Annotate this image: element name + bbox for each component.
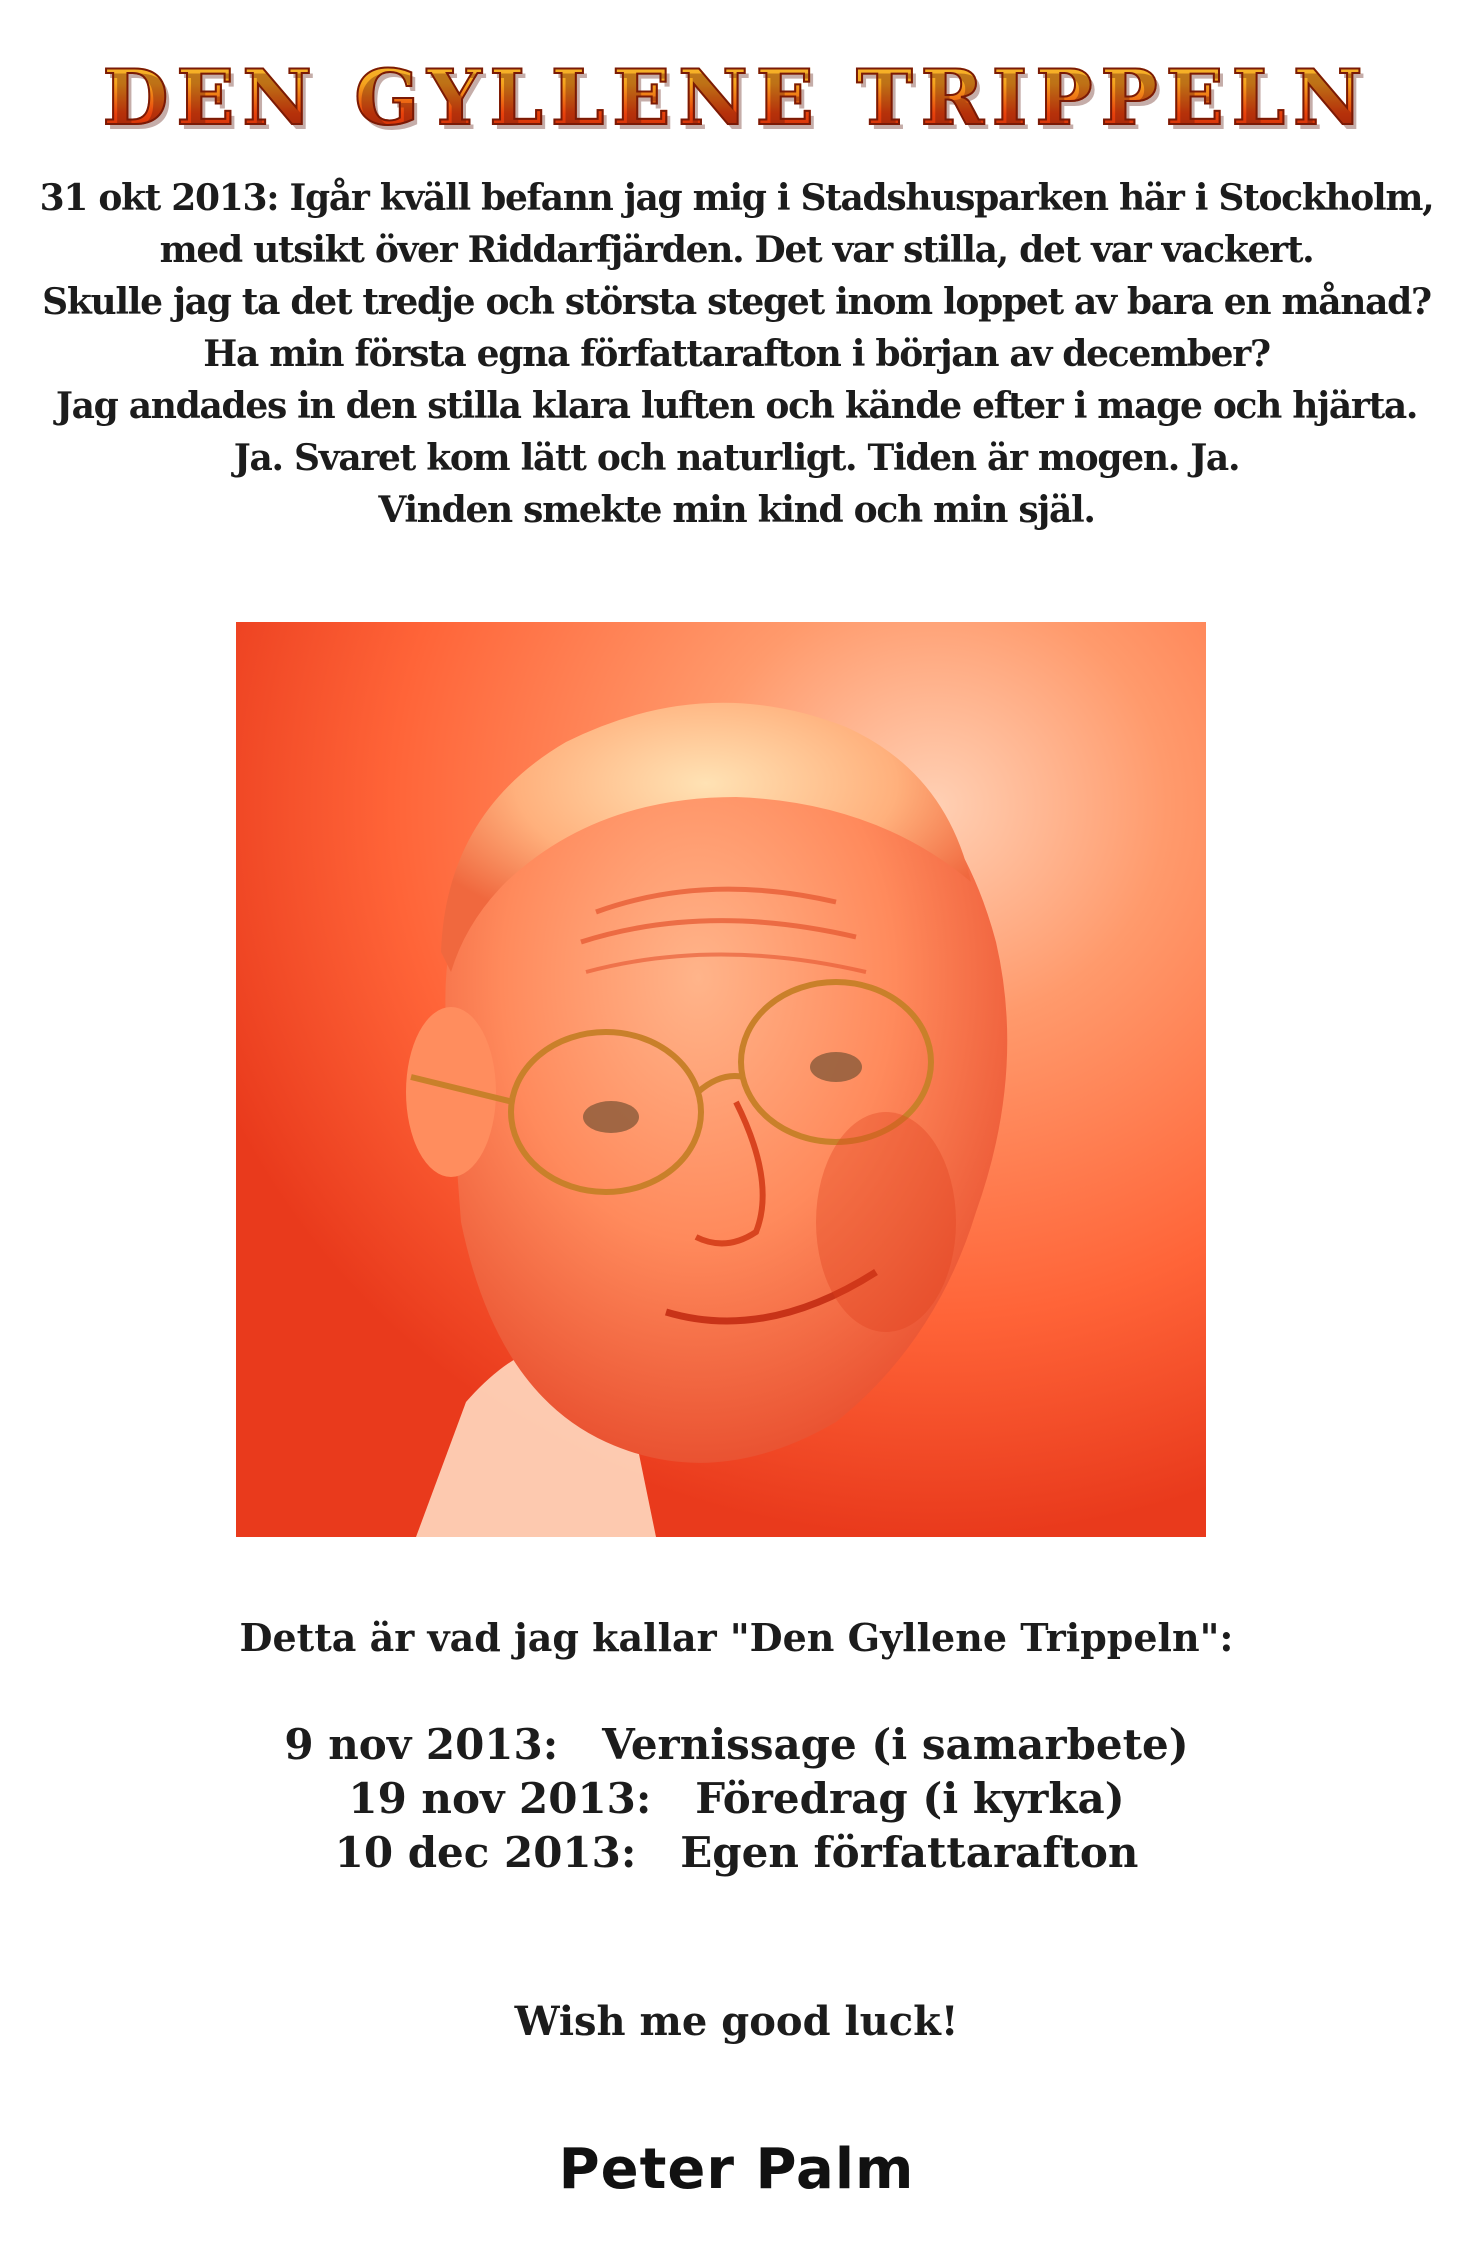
intro-line: Jag andades in den stilla klara luften och kände efter i mage och hjärta.	[55, 385, 1418, 427]
intro-line: Ja. Svaret kom lätt och naturligt. Tiden är mogen. Ja.	[233, 437, 1240, 479]
intro-line: 31 okt 2013: Igår kväll befann jag mig i Stadshusparken här i Stockholm,	[39, 177, 1434, 219]
intro-line: Skulle jag ta det tredje och största steget inom loppet av bara en månad?	[42, 281, 1431, 323]
portrait-illustration	[236, 622, 1206, 1537]
schedule-item: 19 nov 2013: Föredrag (i kyrka)	[348, 1774, 1125, 1823]
page-title: DEN GYLLENE TRIPPELN	[0, 48, 1473, 148]
schedule-heading: Detta är vad jag kallar "Den Gyllene Trippeln":	[239, 1615, 1234, 1660]
intro-line: Ha min första egna författarafton i början av december?	[203, 333, 1270, 375]
portrait-photo	[236, 622, 1206, 1537]
intro-line: med utsikt över Riddarfjärden. Det var stilla, det var vackert.	[159, 229, 1314, 271]
intro-line: Vinden smekte min kind och min själ.	[378, 489, 1095, 531]
author-signature: Peter Palm	[558, 2137, 915, 2202]
schedule-item: 9 nov 2013: Vernissage (i samarbete)	[284, 1720, 1189, 1769]
intro-text	[20, 172, 1453, 536]
schedule-list	[0, 1718, 1473, 1880]
closing-text: Wish me good luck!	[514, 1998, 959, 2045]
schedule-item: 10 dec 2013: Egen författarafton	[334, 1828, 1139, 1877]
